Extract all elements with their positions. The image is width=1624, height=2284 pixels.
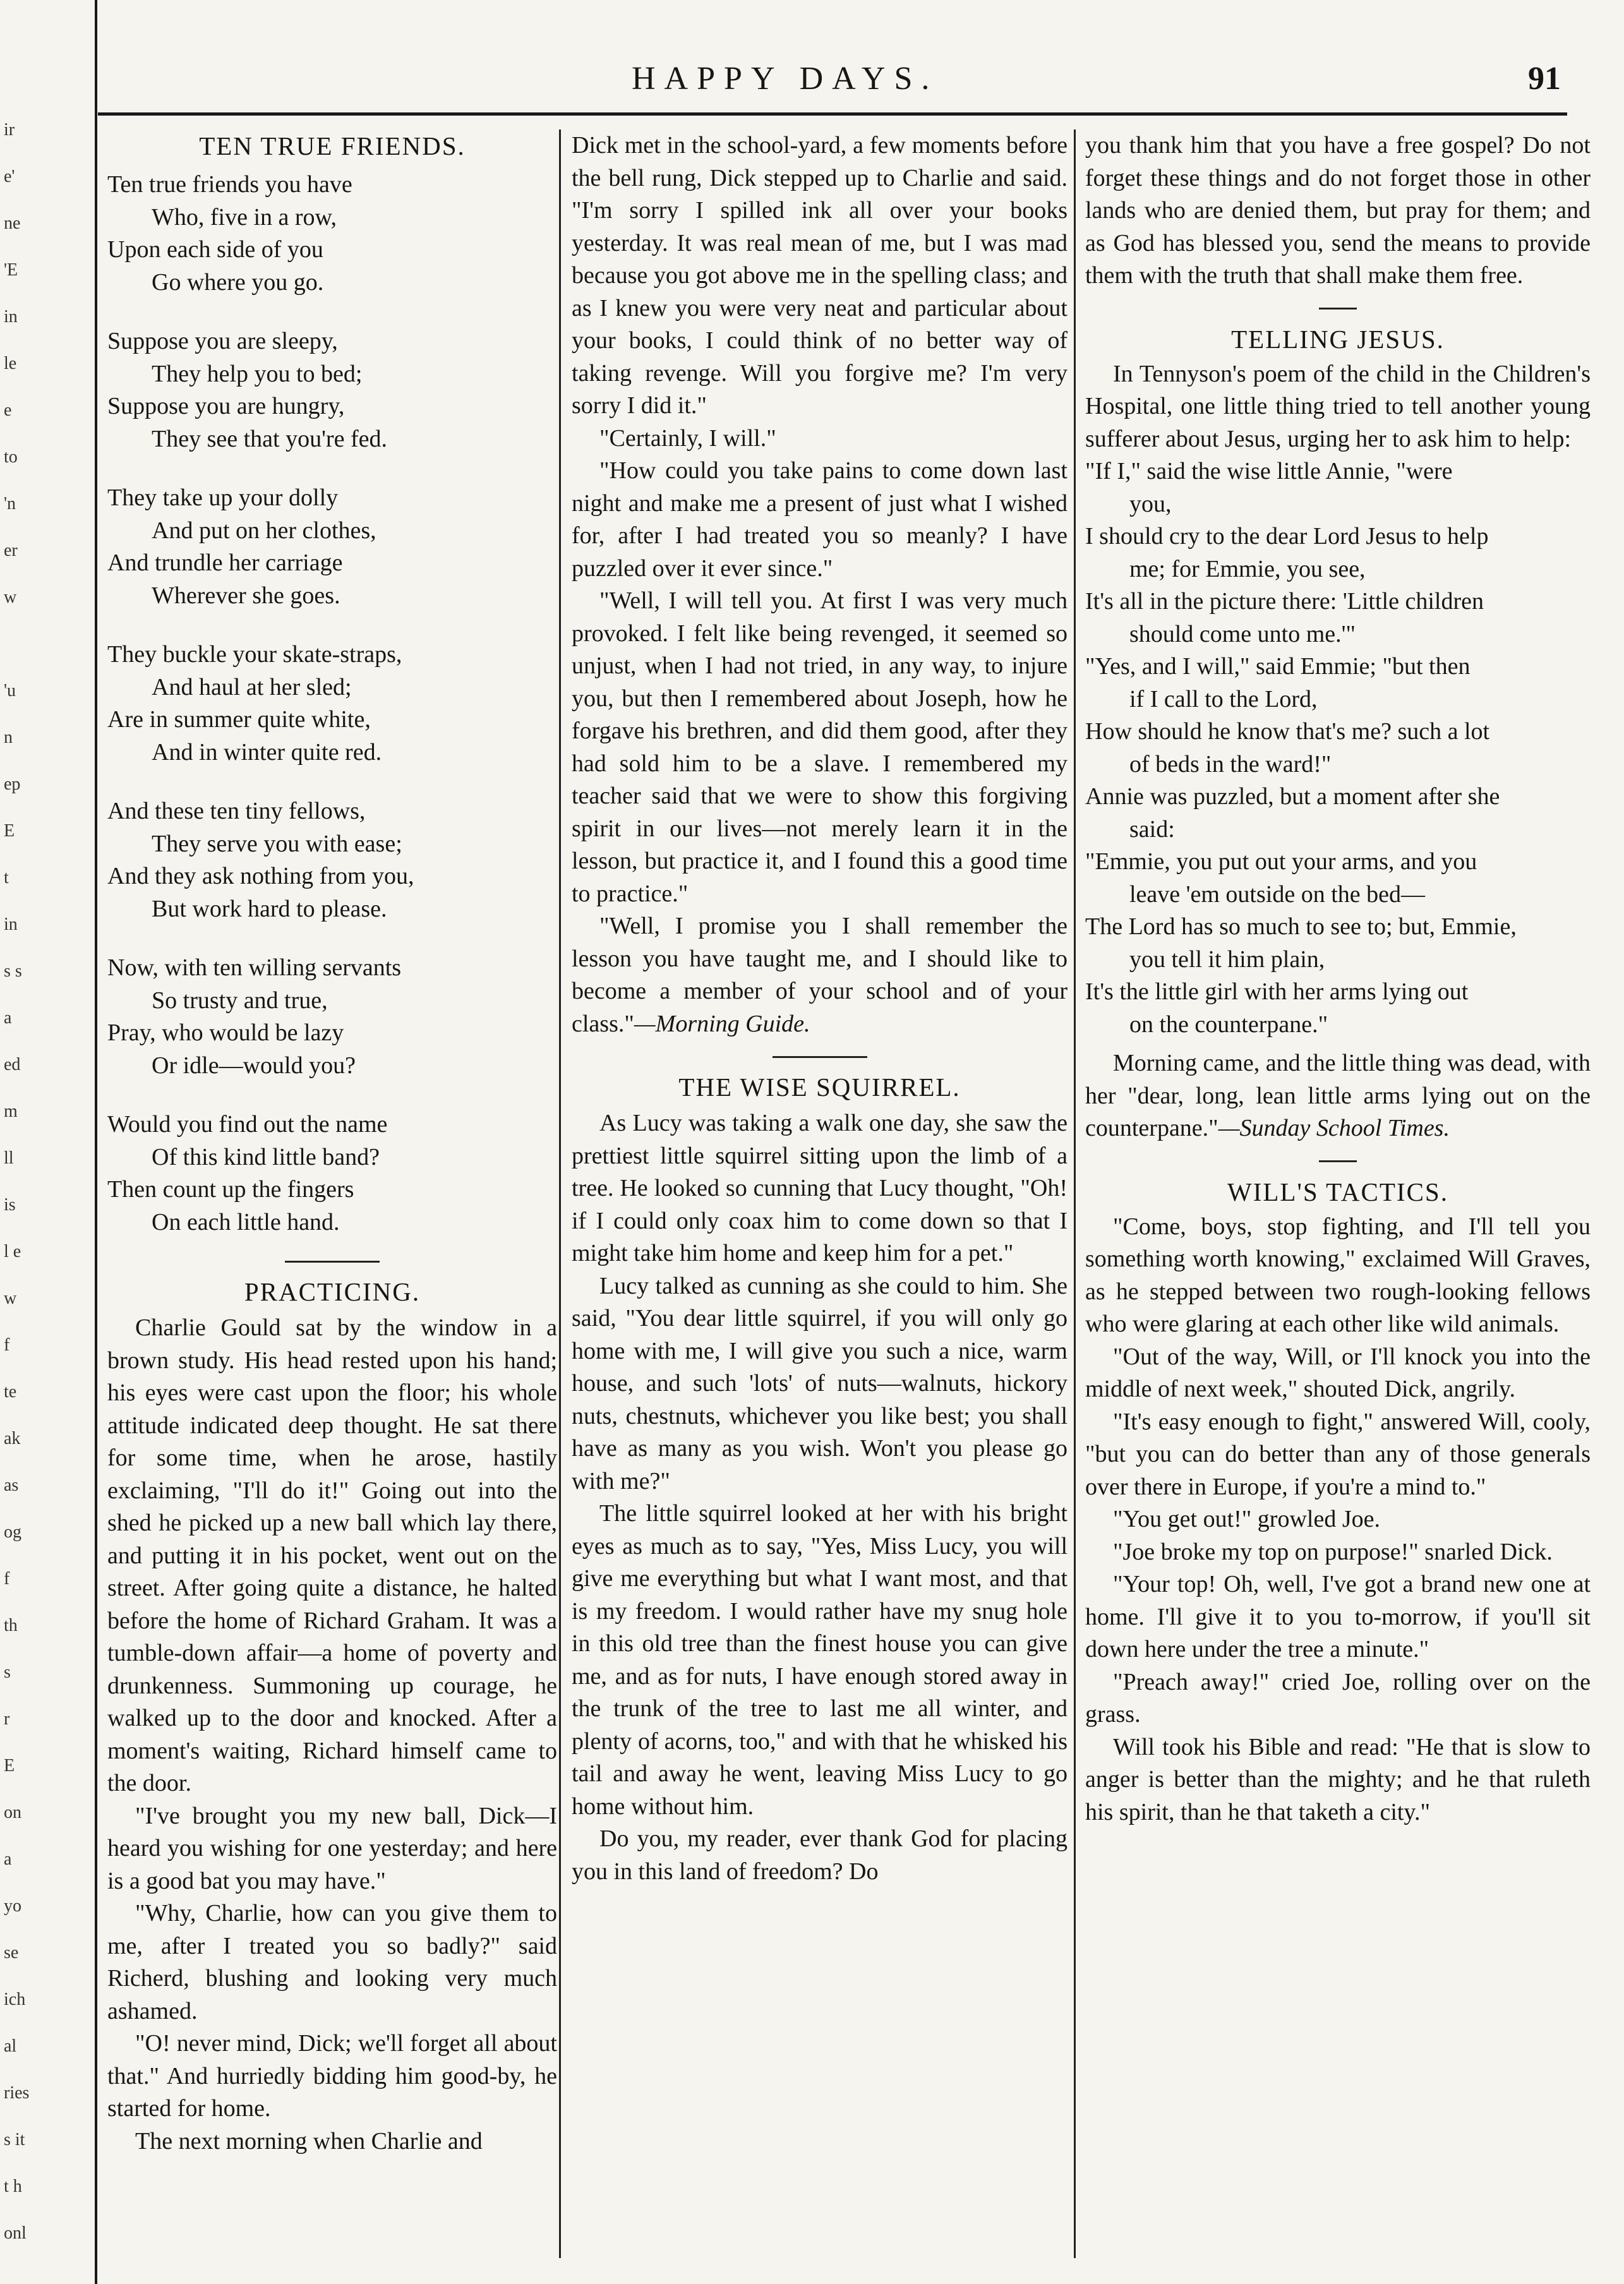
paragraph: Dick met in the school-yard, a few moments before the bell rung, Dick stepped up to Charlie and said. "I'm sorry I spilled ink all over your books yesterday. It was real mean of me, but I was mad because you got above me in the spelling class; and as I knew you were very neat and particular about your books, I could think of no better way of taking revenge. Will you forgive me? I'm very sorry I did it." <box>572 132 1068 419</box>
paragraph: "Certainly, I will." <box>599 424 776 452</box>
paragraph-text: "Well, I promise you I shall remember the lesson you have taught me, and I should like to become a member of your school and of your class." <box>572 913 1068 1037</box>
gutter-text-fragment: 'u <box>4 681 16 700</box>
column-1 <box>107 129 557 2158</box>
gutter-text-fragment: th <box>4 1616 18 1635</box>
story-title-telling-jesus: TELLING JESUS. <box>1231 324 1445 354</box>
gutter-text-fragment: s <box>4 1662 11 1682</box>
poem-line: They help you to bed; <box>152 360 363 387</box>
poem-line: Suppose you are hungry, <box>107 393 345 419</box>
poem-line: Wherever she goes. <box>152 582 340 609</box>
gutter-text-fragment: f <box>4 1569 10 1589</box>
paragraph: "Joe broke my top on purpose!" snarled Dick. <box>1113 1538 1553 1565</box>
gutter-text-fragment: w <box>4 587 17 607</box>
gutter-text-fragment: in <box>4 915 18 934</box>
poem-line: Are in summer quite white, <box>107 706 371 733</box>
poem-line: On each little hand. <box>152 1208 340 1235</box>
quoted-verse <box>1085 455 1591 1041</box>
gutter-text-fragment: 'E <box>4 260 18 280</box>
paragraph: "It's easy enough to fight," answered Will, cooly, "but you can do better than any of those generals over there in Europe, if you're a mind to." <box>1085 1408 1591 1500</box>
gutter-text-fragment: ll <box>4 1148 14 1168</box>
story-title-wise-squirrel: THE WISE SQUIRREL. <box>678 1073 961 1102</box>
gutter-text-fragment: l e <box>4 1242 21 1261</box>
paragraph: In Tennyson's poem of the child in the Children's Hospital, one little thing tried to tell another young sufferer about Jesus, urging her to ask him to help: <box>1085 360 1591 452</box>
poem-line: So trusty and true, <box>152 987 328 1014</box>
gutter-text-fragment: t h <box>4 2177 22 2196</box>
gutter-text-fragment: on <box>4 1803 21 1822</box>
poem-line: Go where you go. <box>152 268 324 296</box>
verse-line: "Yes, and I will," said Emmie; "but then <box>1085 653 1471 680</box>
poem-line: And these ten tiny fellows, <box>107 798 366 824</box>
verse-line: if I call to the Lord, <box>1129 685 1318 712</box>
section-separator <box>1085 1145 1591 1175</box>
gutter-text-fragment: onl <box>4 2223 27 2243</box>
gutter-text-fragment: s it <box>4 2130 25 2149</box>
gutter-text-fragment: E <box>4 1756 15 1776</box>
poem-line: Suppose you are sleepy, <box>107 328 338 354</box>
poem-stanza <box>107 1109 557 1239</box>
paragraph-text: Morning came, and the little thing was dead, with her "dear, long, lean little arms lying out on the counterpane." <box>1085 1050 1591 1141</box>
gutter-text-fragment: E <box>4 821 15 841</box>
paragraph: "You get out!" growled Joe. <box>1113 1506 1380 1532</box>
verse-line: you, <box>1129 490 1172 517</box>
verse-line: you tell it him plain, <box>1129 946 1325 973</box>
poem-stanza <box>107 325 557 455</box>
gutter-text-fragment: is <box>4 1195 16 1215</box>
paragraph: Charlie Gould sat by the window in a brown study. His head rested upon his hand; his eyes were cast upon the floor; his whole attitude indicated deep thought. He sat there for some time, when he arose, hastily exclaiming, "I'll do it!" Going out into the shed he picked up a new ball which lay there, and putting it in his pocket, went out on the street. After going quite a distance, he halted before the home of Richard Graham. It was a tumble-down affair—a home of poverty and drunkenness. Summoning up courage, he walked up to the door and knocked. After a moment's waiting, Richard himself came to the door. <box>107 1314 557 1796</box>
column-3 <box>1085 129 1591 1829</box>
paragraph <box>1085 1047 1591 1145</box>
poem-line: Pray, who would be lazy <box>107 1019 344 1046</box>
poem-line: Would you find out the name <box>107 1111 388 1138</box>
gutter-text-fragment: er <box>4 541 18 560</box>
gutter-text-fragment: ich <box>4 1990 26 2009</box>
verse-line: I should cry to the dear Lord Jesus to help <box>1085 523 1489 550</box>
poem-stanza <box>107 952 557 1082</box>
gutter-text-fragment: ed <box>4 1055 21 1074</box>
poem-line: They take up your dolly <box>107 484 339 511</box>
poem-line: Or idle—would you? <box>152 1052 356 1079</box>
gutter-text-fragment: te <box>4 1382 17 1402</box>
paragraph: Do you, my reader, ever thank God for placing you in this land of freedom? Do <box>572 1825 1068 1885</box>
gutter-text-fragment: a <box>4 1008 12 1028</box>
poem-line: And they ask nothing from you, <box>107 863 414 889</box>
gutter-text-fragment: e' <box>4 167 15 186</box>
poem-line: Of this kind little band? <box>152 1143 380 1170</box>
section-separator <box>107 1245 557 1275</box>
paragraph: "Well, I will tell you. At first I was very much provoked. I felt like being revenged, it seemed so unjust, when I had not tried, in any way, to injure you, but then I remembered about Joseph, how he forgave his brethren, and did them good, after they had sold him to be a slave. I remembered my teacher said that we were to show this forgiving spirit in our lives—not merely learn it in the lesson, but practice it, and I found this a good time to practice." <box>572 587 1068 907</box>
gutter-text-fragment: yo <box>4 1896 21 1916</box>
section-separator <box>1085 292 1591 323</box>
poem-stanza <box>107 795 557 925</box>
poem-line: Now, with ten willing servants <box>107 954 402 981</box>
gutter-text-fragment: n <box>4 728 13 747</box>
paragraph: "Your top! Oh, well, I've got a brand new one at home. I'll give it to you to-morrow, if you'll sit down here under the tree a minute." <box>1085 1571 1591 1662</box>
verse-line: How should he know that's me? such a lot <box>1085 718 1490 745</box>
column-2 <box>572 129 1068 1888</box>
paragraph: The little squirrel looked at her with his bright eyes as much as to say, "Yes, Miss Lucy, you will give me everything but what I want most, and that is my freedom. I would rather have my snug hole in this old tree than the finest house you can give me, and as for nuts, I have enough stored away in the trunk of the tree to last me all winter, and plenty of acorns, too," and with that he whisked his tail and away he went, leaving Miss Lucy to go home without him. <box>572 1500 1068 1820</box>
gutter-text-fragment: e <box>4 400 12 420</box>
verse-line: on the counterpane." <box>1129 1011 1328 1038</box>
poem-line: Ten true friends you have <box>107 171 352 198</box>
paragraph: you thank him that you have a free gospel? Do not forget these things and do not forget those in other lands who are denied them, but pray for them; and as God has blessed you, send the means to provide them with the truth that shall make them free. <box>1085 132 1591 289</box>
poem-line: And haul at her sled; <box>152 673 352 700</box>
poem-line: They buckle your skate-straps, <box>107 641 402 668</box>
gutter-text-fragment: ne <box>4 213 21 233</box>
verse-line: It's the little girl with her arms lying out <box>1085 978 1469 1005</box>
gutter-text-fragment: ak <box>4 1429 21 1448</box>
verse-line: leave 'em outside on the bed— <box>1129 881 1425 908</box>
verse-line: It's all in the picture there: 'Little children <box>1085 588 1484 615</box>
gutter-text-fragment: a <box>4 1849 12 1869</box>
poem-stanza <box>107 482 557 612</box>
paragraph: "Come, boys, stop fighting, and I'll tell you something worth knowing," exclaimed Will Graves, as he stepped between two rough-looking fellows who were glaring at each other like wild animals. <box>1085 1213 1591 1337</box>
poem-line: Then count up the fingers <box>107 1176 354 1203</box>
verse-line: The Lord has so much to see to; but, Emmie, <box>1085 913 1517 940</box>
gutter-text-fragment: al <box>4 2036 17 2056</box>
gutter-text-fragment: og <box>4 1522 21 1542</box>
gutter-text-fragment: se <box>4 1943 19 1962</box>
paragraph: "O! never mind, Dick; we'll forget all about that." And hurriedly bidding him good-by, he started for home. <box>107 2030 557 2122</box>
left-gutter-bleed <box>0 0 97 2284</box>
paragraph: The next morning when Charlie and <box>135 2127 483 2155</box>
column-rule-1 <box>559 129 561 2258</box>
column-rule-2 <box>1074 129 1076 2258</box>
story-title-wills-tactics: WILL'S TACTICS. <box>1227 1177 1448 1206</box>
gutter-text-fragment: ep <box>4 774 21 794</box>
gutter-text-fragment: w <box>4 1289 17 1308</box>
paragraph: As Lucy was taking a walk one day, she saw the prettiest little squirrel sitting upon the limb of a tree. He looked so cunning that Lucy thought, "Oh! if I could only coax him to come down so that I might take him home and keep him for a pet." <box>572 1110 1068 1266</box>
credit-sunday-school-times: —Sunday School Times. <box>1218 1115 1450 1141</box>
poem-line: And trundle her carriage <box>107 550 343 576</box>
poem-line: They serve you with ease; <box>152 830 402 857</box>
poem-line: Upon each side of you <box>107 236 323 263</box>
gutter-text-fragment: m <box>4 1102 18 1121</box>
verse-line: me; for Emmie, you see, <box>1129 555 1366 582</box>
paragraph: Lucy talked as cunning as she could to him. She said, "You dear little squirrel, if you will only go home with me, I will give you such a nice, warm house, and such 'lots' of nuts—walnuts, hickory nuts, chestnuts, whichever you like best; you shall have as many as you wish. Won't you please go with me?" <box>572 1272 1068 1494</box>
verse-line: should come unto me.'" <box>1129 620 1356 647</box>
paragraph: Will took his Bible and read: "He that is slow to anger is better than the mighty; and he that ruleth his spirit, than he that taketh a city." <box>1085 1733 1591 1825</box>
poem-line: Who, five in a row, <box>152 203 337 231</box>
story-title-practicing: PRACTICING. <box>244 1277 421 1306</box>
page-number: 91 <box>1528 61 1561 97</box>
paragraph <box>572 910 1068 1040</box>
verse-line: of beds in the ward!" <box>1129 750 1332 778</box>
gutter-text-fragment: ries <box>4 2083 30 2103</box>
paragraph: "Preach away!" cried Joe, rolling over on the grass. <box>1085 1668 1591 1728</box>
credit-morning-guide: —Morning Guide. <box>634 1010 810 1037</box>
gutter-text-fragment: as <box>4 1476 19 1495</box>
section-separator <box>572 1040 1068 1071</box>
poem-ten-true-friends <box>107 169 557 1239</box>
paragraph: "I've brought you my new ball, Dick—I heard you wishing for one yesterday; and here is a good bat you may have." <box>107 1802 557 1894</box>
gutter-text-fragment: r <box>4 1709 10 1729</box>
poem-line: But work hard to please. <box>152 895 387 922</box>
verse-line: "Emmie, you put out your arms, and you <box>1085 848 1477 875</box>
gutter-text-fragment: le <box>4 354 17 373</box>
poem-stanza <box>107 639 557 769</box>
gutter-text-fragment: ir <box>4 120 15 140</box>
verse-line: said: <box>1129 815 1175 843</box>
verse-line: Annie was puzzled, but a moment after she <box>1085 783 1500 810</box>
gutter-text-fragment: to <box>4 447 18 467</box>
gutter-text-fragment: f <box>4 1335 10 1355</box>
poem-line: They see that you're fed. <box>152 425 387 452</box>
running-head: HAPPY DAYS. <box>632 61 939 97</box>
header-rule <box>98 112 1567 116</box>
poem-line: And put on her clothes, <box>152 517 376 544</box>
gutter-text-fragment: in <box>4 307 18 327</box>
gutter-text-fragment: 'n <box>4 494 16 514</box>
poem-stanza <box>107 169 557 299</box>
paragraph: "How could you take pains to come down last night and make me a present of just what I wished for, after I had treated you so meanly? I have puzzled over it ever since." <box>572 457 1068 582</box>
paragraph: "Why, Charlie, how can you give them to me, after I treated you so badly?" said Richerd, blushing and looking very much ashamed. <box>107 1900 557 2024</box>
poem-title-ten-true-friends: TEN TRUE FRIENDS. <box>199 131 466 160</box>
gutter-text-fragment: s s <box>4 961 22 981</box>
verse-line: "If I," said the wise little Annie, "were <box>1085 458 1453 484</box>
gutter-text-fragment: t <box>4 868 9 887</box>
paragraph: "Out of the way, Will, or I'll knock you into the middle of next week," shouted Dick, angrily. <box>1085 1343 1591 1402</box>
poem-line: And in winter quite red. <box>152 738 382 766</box>
